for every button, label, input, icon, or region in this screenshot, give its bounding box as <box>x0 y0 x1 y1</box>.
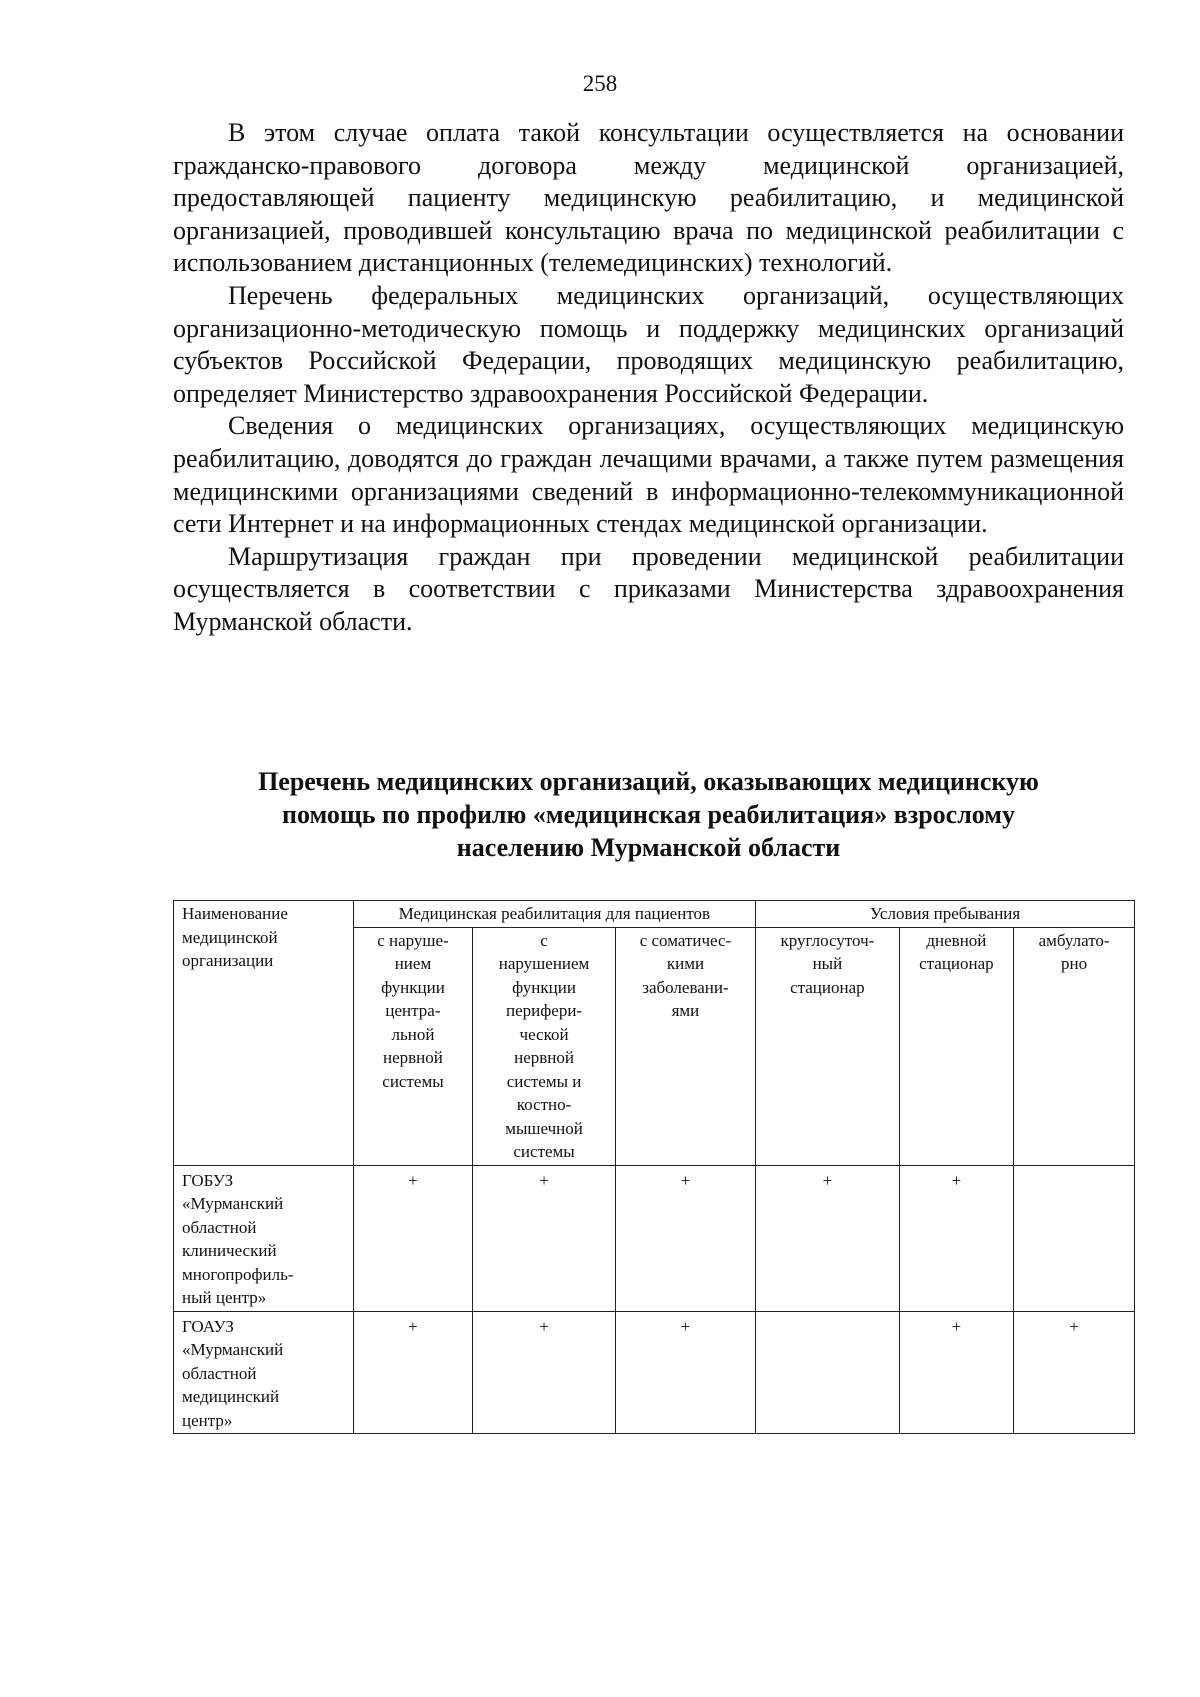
table-row <box>174 1165 1135 1311</box>
table-header-row <box>174 901 1135 928</box>
table-row <box>174 1311 1135 1434</box>
mark-cell <box>756 1311 899 1434</box>
mark-cell <box>1014 1165 1135 1311</box>
mark-cell: + <box>353 1311 473 1434</box>
section-title-line: Перечень медицинских организаций, оказывающих медицинскую <box>258 767 1039 796</box>
header-round-the-clock-hospital: круглосуточ- ный стационар <box>756 927 899 1165</box>
section-title-line: населению Мурманской области <box>456 833 841 862</box>
body-text <box>173 117 1124 639</box>
header-org-name: Наименование медицинской организации <box>174 901 354 1166</box>
mark-cell: + <box>899 1311 1014 1434</box>
mark-cell: + <box>473 1165 615 1311</box>
header-outpatient: амбулато- рно <box>1014 927 1135 1165</box>
mark-cell: + <box>756 1165 899 1311</box>
header-pns-musculoskeletal-disorders: с нарушением функции перифери- ческой нервной системы и костно- мышечной системы <box>473 927 615 1165</box>
section-title <box>173 765 1124 864</box>
header-rehabilitation-group: Медицинская реабилитация для пациентов <box>353 901 756 928</box>
paragraph-federal-organizations: Перечень федеральных медицинских организаций, осуществляющих организационно-методическую помощь и поддержку медицинских организаций субъектов Российской Федерации, проводящих медицинскую реабилитацию, определяет Министерство здравоохранения Российской Федерации. <box>173 280 1124 408</box>
paragraph-information-disclosure: Сведения о медицинских организациях, осуществляющих медицинскую реабилитацию, доводятся до граждан лечащими врачами, а также путем размещения медицинскими организациями сведений в информационно-телекоммуникационной сети Интернет и на информационных стендах медицинской организации. <box>173 411 1124 539</box>
mark-cell: + <box>615 1311 755 1434</box>
org-name-cell: ГОБУЗ «Мурманский областной клинический многопрофиль- ный центр» <box>174 1165 354 1311</box>
header-stay-conditions-group: Условия пребывания <box>756 901 1135 928</box>
section-title-line: помощь по профилю «медицинская реабилитация» взрослому <box>281 800 1016 829</box>
header-cns-disorders: с наруше- нием функции центра- льной нервной системы <box>353 927 473 1165</box>
mark-cell: + <box>473 1311 615 1434</box>
mark-cell: + <box>899 1165 1014 1311</box>
paragraph-routing: Маршрутизация граждан при проведении медицинской реабилитации осуществляется в соответствии с приказами Министерства здравоохранения Мурманской области. <box>173 541 1124 636</box>
mark-cell: + <box>615 1165 755 1311</box>
page-number: 258 <box>582 71 618 96</box>
organizations-table <box>173 900 1135 1434</box>
mark-cell: + <box>353 1165 473 1311</box>
org-name-cell: ГОАУЗ «Мурманский областной медицинский центр» <box>174 1311 354 1434</box>
header-day-hospital: дневной стационар <box>899 927 1014 1165</box>
header-somatic-diseases: с соматичес- кими заболевани- ями <box>615 927 755 1165</box>
mark-cell: + <box>1014 1311 1135 1434</box>
paragraph-consultation-payment: В этом случае оплата такой консультации осуществляется на основании гражданско-правового договора между медицинской организацией, предоставляющей пациенту медицинскую реабилитацию, и медицинской организацией, проводившей консультацию врача по медицинской реабилитации с использованием дистанционных (телемедицинских) технологий. <box>173 118 1124 278</box>
